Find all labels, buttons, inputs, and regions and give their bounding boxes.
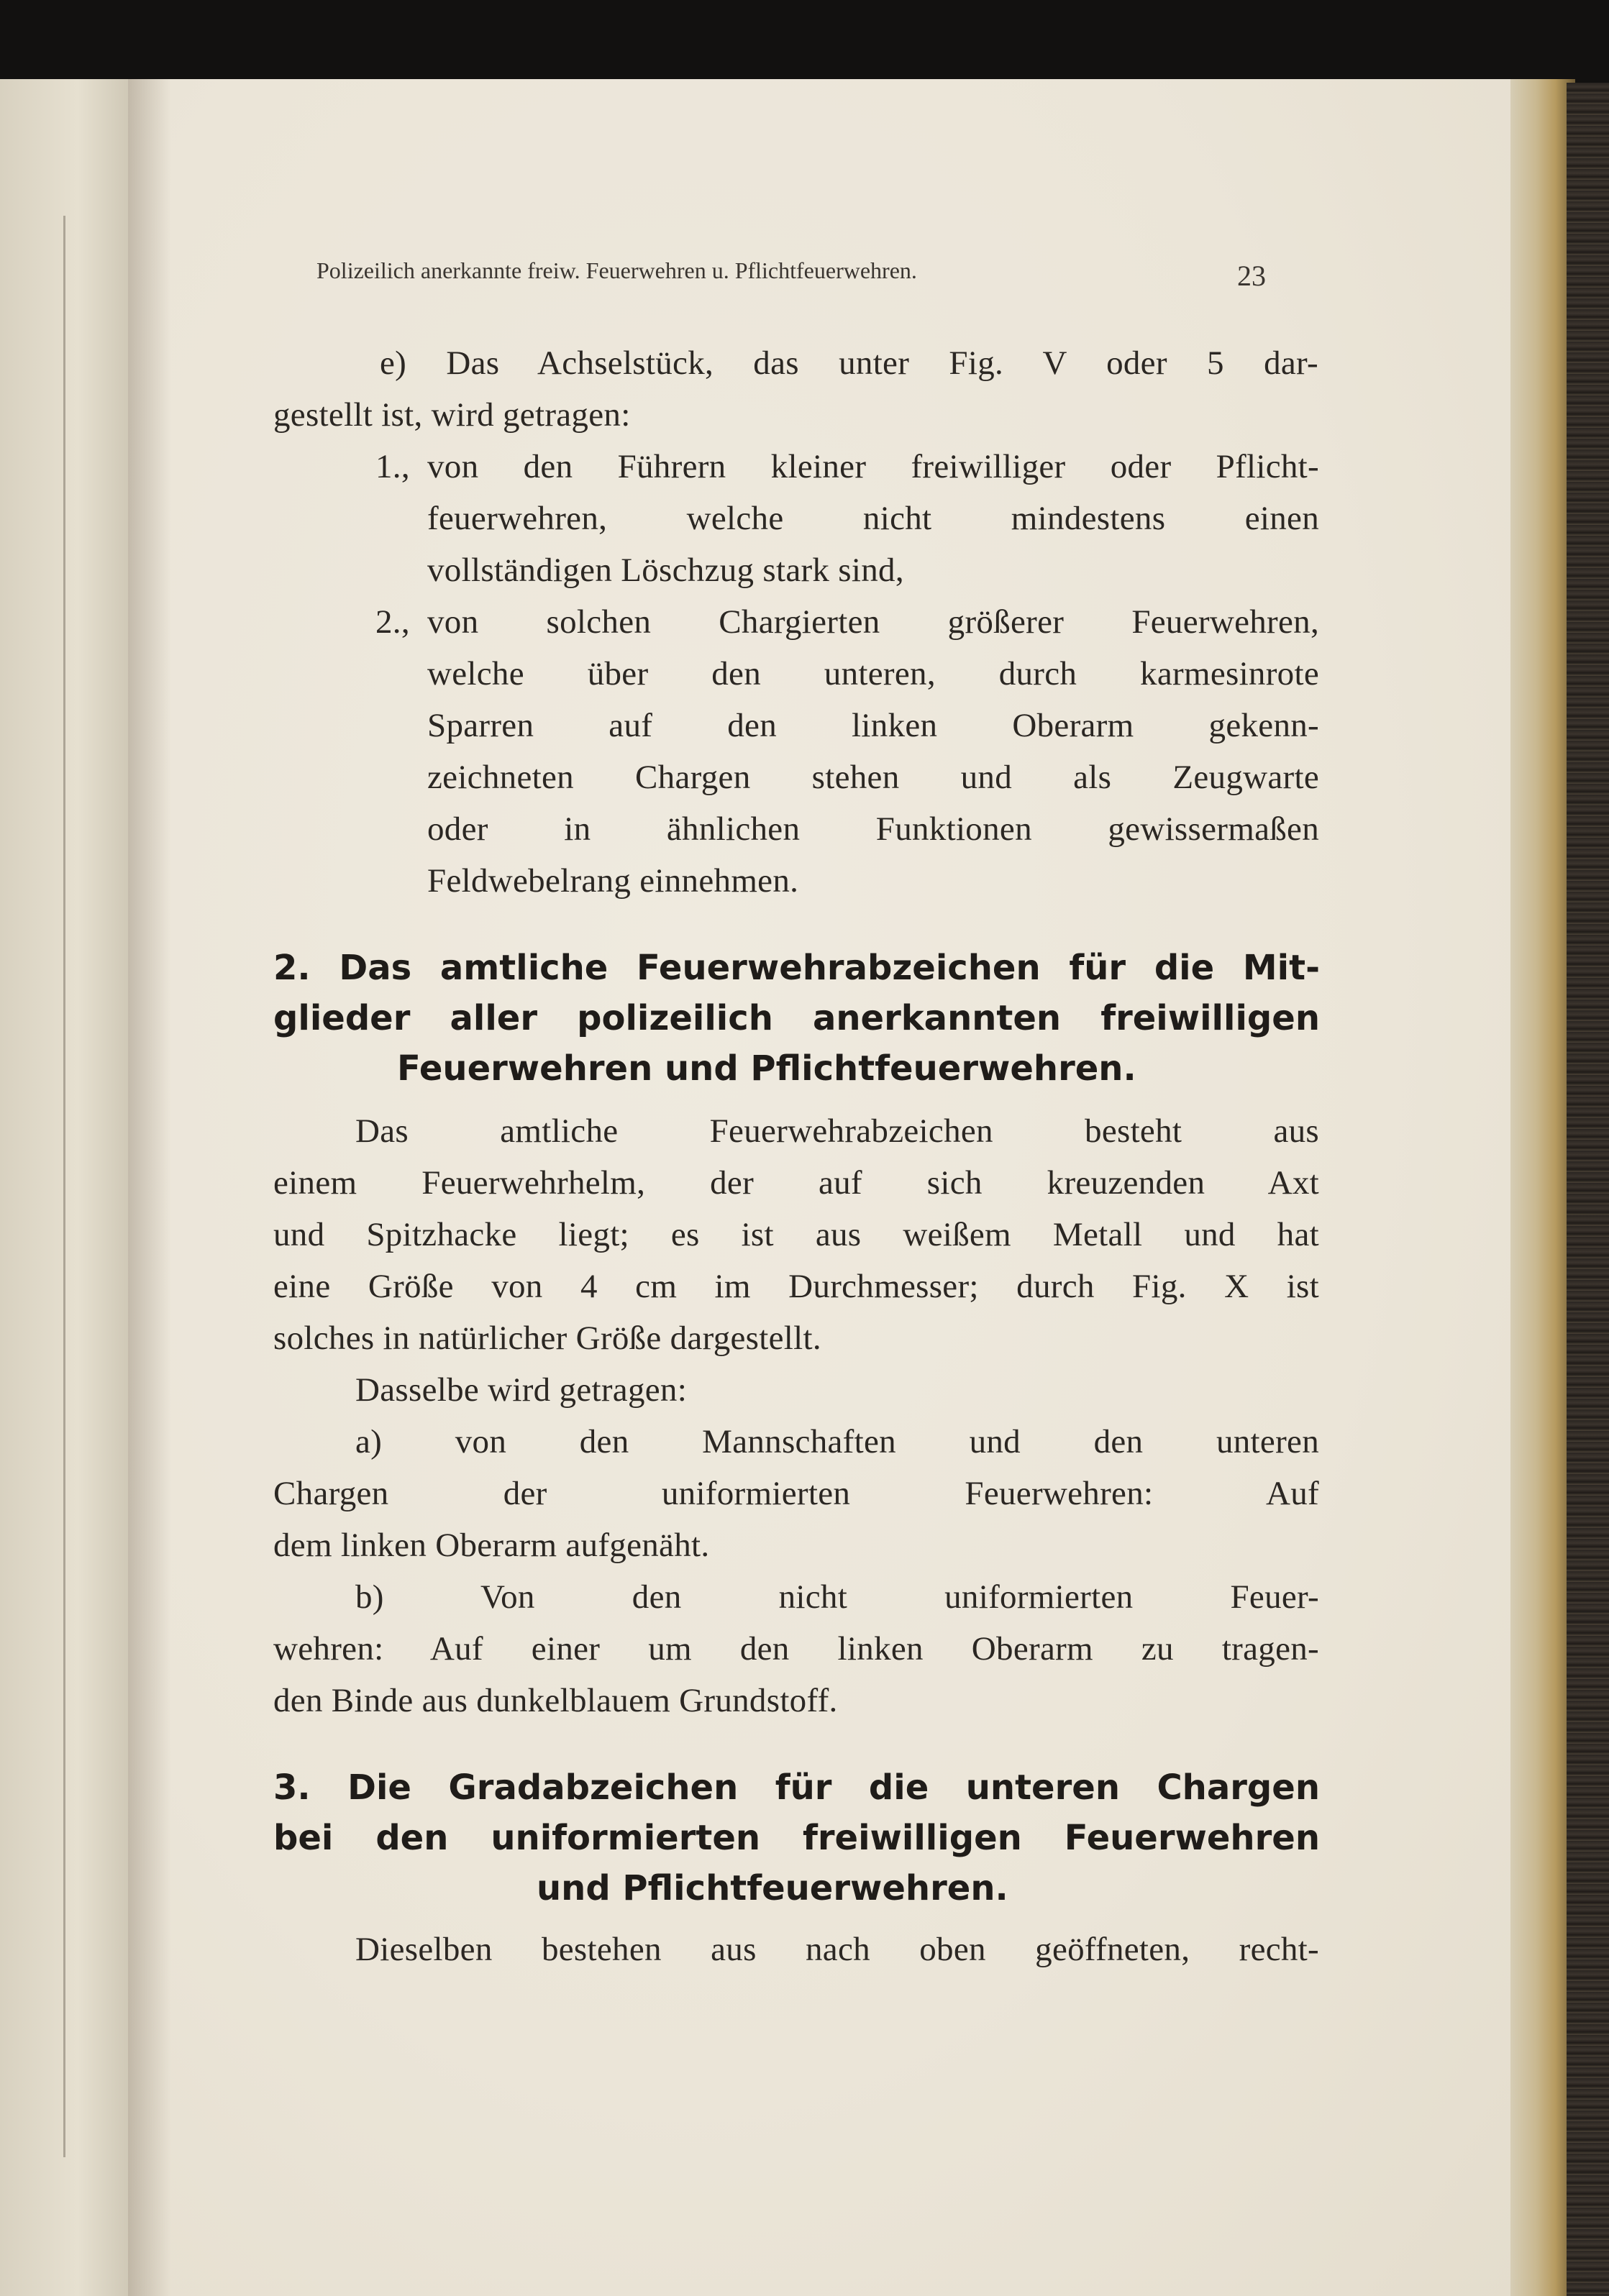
text-line: wehren: Auf einer um den linken Oberarm zu tragen- <box>273 1630 1319 1668</box>
text-line: von solchen Chargierten größerer Feuerwehren, <box>427 603 1319 641</box>
text-line: Dasselbe wird getragen: <box>355 1371 688 1409</box>
text-line: solches in natürlicher Größe dargestellt. <box>273 1319 821 1357</box>
spine-shadow <box>128 79 171 2296</box>
text-line: einem Feuerwehrhelm, der auf sich kreuzenden Axt <box>273 1164 1319 1202</box>
running-title: Polizeilich anerkannte freiw. Feuerwehren u. Pflichtfeuerwehren. <box>316 257 917 283</box>
text-line: feuerwehren, welche nicht mindestens einen <box>427 500 1319 537</box>
section-heading: glieder aller polizeilich anerkannten freiwilligen <box>273 998 1320 1038</box>
text-line: gestellt ist, wird getragen: <box>273 396 631 434</box>
book-binding <box>1567 83 1609 2296</box>
text-line: den Binde aus dunkelblauem Grundstoff. <box>273 1682 838 1719</box>
text-line: a) von den Mannschaften und den unteren <box>355 1423 1319 1460</box>
text-line: oder in ähnlichen Funktionen gewissermaßen <box>427 810 1319 848</box>
text-line: Chargen der uniformierten Feuerwehren: Auf <box>273 1475 1319 1512</box>
text-line: und Spitzhacke liegt; es ist aus weißem Metall und hat <box>273 1216 1319 1253</box>
section-heading: bei den uniformierten freiwilligen Feuerwehren <box>273 1818 1320 1858</box>
text-line: Das amtliche Feuerwehrabzeichen besteht aus <box>355 1112 1319 1150</box>
text-line: Feldwebelrang einnehmen. <box>427 862 799 900</box>
text-line: eine Größe von 4 cm im Durchmesser; durch Fig. X ist <box>273 1268 1319 1305</box>
text-line: Sparren auf den linken Oberarm gekenn- <box>427 707 1319 744</box>
text-line: von den Führern kleiner freiwilliger oder Pflicht- <box>427 448 1319 485</box>
section-heading: Feuerwehren und Pflichtfeuerwehren. <box>397 1048 1136 1089</box>
page-right-edge <box>1510 79 1575 2296</box>
text-line: e) Das Achselstück, das unter Fig. V oder 5 dar- <box>380 344 1318 382</box>
text-line: b) Von den nicht uniformierten Feuer- <box>355 1578 1319 1616</box>
gutter-line <box>63 216 65 2157</box>
list-marker: 1., <box>375 448 410 485</box>
text-line: welche über den unteren, durch karmesinrote <box>427 655 1319 692</box>
text-line: vollständigen Löschzug stark sind, <box>427 552 904 589</box>
section-heading: und Pflichtfeuerwehren. <box>537 1868 1008 1908</box>
text-line: dem linken Oberarm aufgenäht. <box>273 1527 710 1564</box>
section-heading: 2. Das amtliche Feuerwehrabzeichen für die Mit- <box>273 948 1320 988</box>
list-marker: 2., <box>375 603 410 641</box>
text-line: Dieselben bestehen aus nach oben geöffneten, recht- <box>355 1931 1319 1968</box>
page-number: 23 <box>1237 260 1266 292</box>
section-heading: 3. Die Gradabzeichen für die unteren Chargen <box>273 1767 1320 1808</box>
text-line: zeichneten Chargen stehen und als Zeugwarte <box>427 759 1319 796</box>
